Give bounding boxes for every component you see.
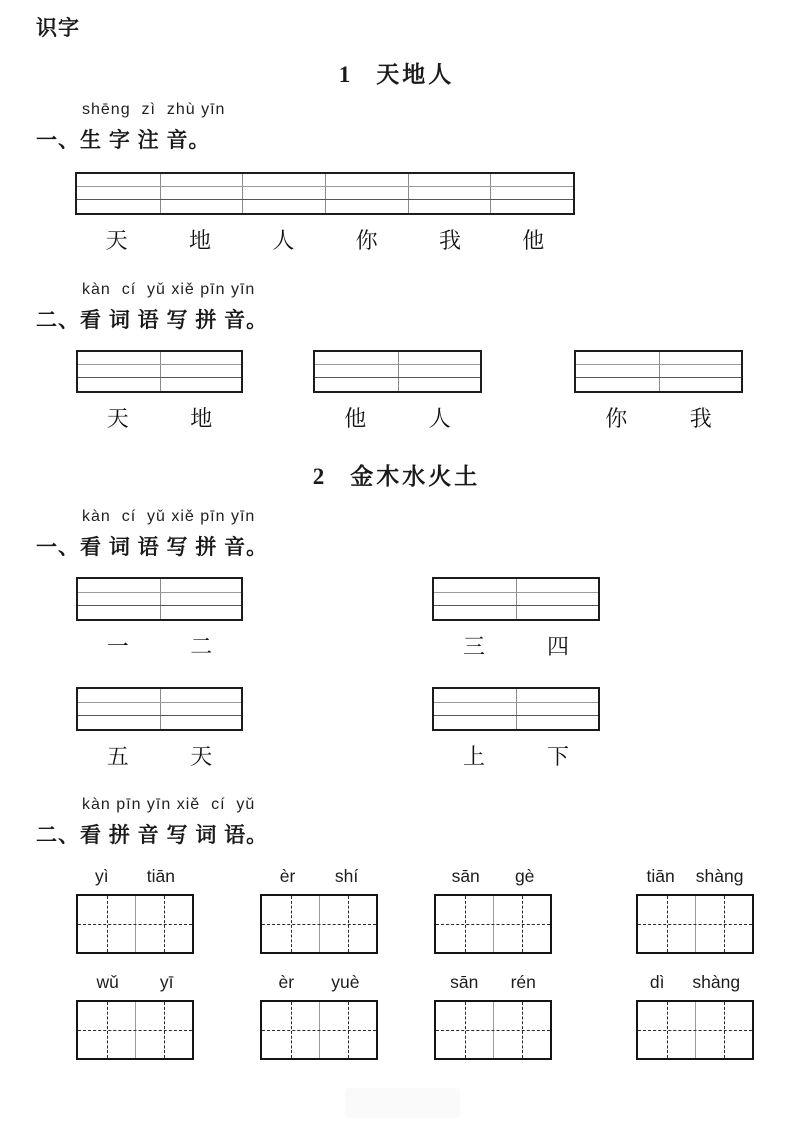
writing-box	[76, 1000, 194, 1060]
pinyin-syllable: yī	[159, 972, 174, 992]
hanzi: 五	[106, 745, 129, 770]
box-dashed-vertical-guide	[348, 1002, 349, 1058]
hanzi: 人	[272, 229, 295, 254]
faint-scan-artifact	[345, 1088, 460, 1118]
box-dashed-vertical-guide	[107, 1002, 108, 1058]
box-dashed-horizontal-guide	[262, 924, 376, 925]
grid-row-line	[315, 364, 480, 365]
pinyin-word-label	[636, 866, 754, 887]
box-dashed-vertical-guide	[164, 896, 165, 952]
grid-column-line	[659, 352, 660, 391]
grid-column-line	[398, 352, 399, 391]
grid-row-line	[434, 605, 598, 606]
word-group	[574, 402, 743, 433]
grid-row-line	[77, 186, 573, 187]
pinyin-syllable: tiān	[146, 866, 175, 886]
word-group	[76, 630, 243, 661]
hanzi: 地	[190, 407, 213, 432]
pinyin-syllable: dì	[649, 972, 665, 992]
pinyin-syllable: wǔ	[96, 972, 119, 992]
pinyin-syllable: shàng	[692, 972, 741, 992]
pinyin-syllable: sān	[451, 866, 480, 886]
box-dashed-horizontal-guide	[78, 1030, 192, 1031]
lesson2-number: 2	[312, 464, 325, 489]
pinyin-word-label	[636, 972, 754, 993]
l1s2-heading: 二、看 词 语 写 拼 音。	[36, 309, 269, 332]
hanzi: 你	[605, 407, 628, 432]
pinyin-word-label	[434, 972, 552, 993]
hanzi: 你	[355, 229, 378, 254]
box-dashed-vertical-guide	[465, 896, 466, 952]
hanzi: 天	[105, 229, 128, 254]
l2s1-pinyin-hint: kàn cí yǔ xiě pīn yīn	[82, 508, 256, 525]
grid-row-line	[78, 702, 241, 703]
grid-row-line	[434, 592, 598, 593]
grid-row-line	[576, 377, 741, 378]
grid-row-line	[78, 377, 241, 378]
grid-column-line	[242, 174, 243, 213]
grid-column-line	[160, 352, 161, 391]
pinyin-syllable: sān	[450, 972, 479, 992]
pinyin-syllable: gè	[514, 866, 535, 886]
grid-row-line	[77, 199, 573, 200]
word-group	[313, 402, 482, 433]
l2s2-heading: 二、看 拼 音 写 词 语。	[36, 824, 269, 847]
box-dashed-vertical-guide	[522, 1002, 523, 1058]
lesson1-number: 1	[338, 62, 351, 87]
word-group	[76, 740, 243, 771]
hanzi: 一	[106, 635, 129, 660]
pinyin-syllable: shí	[334, 866, 359, 886]
hanzi: 我	[689, 407, 712, 432]
hanzi: 人	[428, 407, 451, 432]
grid-row-line	[434, 702, 598, 703]
grid-column-line	[516, 579, 517, 619]
writing-box	[260, 894, 378, 954]
hanzi: 上	[462, 745, 485, 770]
grid-column-line	[160, 689, 161, 729]
box-dashed-vertical-guide	[667, 896, 668, 952]
hanzi: 他	[522, 229, 545, 254]
box-dashed-vertical-guide	[724, 1002, 725, 1058]
writing-box	[260, 1000, 378, 1060]
pinyin-syllable: yì	[95, 866, 109, 886]
l1s2-pinyin-hint: kàn cí yǔ xiě pīn yīn	[82, 281, 256, 298]
writing-box	[76, 894, 194, 954]
pinyin-word-label	[76, 972, 194, 993]
box-dashed-horizontal-guide	[78, 924, 192, 925]
pinyin-word-label	[434, 866, 552, 887]
pinyin-grid-2col	[76, 350, 243, 393]
hanzi: 下	[546, 745, 569, 770]
grid-row-line	[78, 715, 241, 716]
box-dashed-vertical-guide	[348, 896, 349, 952]
writing-box	[636, 894, 754, 954]
box-dashed-vertical-guide	[107, 896, 108, 952]
grid-row-line	[315, 377, 480, 378]
l1s1-pinyin-hint: shēng zì zhù yīn	[82, 101, 226, 118]
lesson2-name: 金木水火土	[350, 463, 481, 489]
box-dashed-vertical-guide	[724, 896, 725, 952]
word-group	[432, 740, 600, 771]
pinyin-syllable: èr	[278, 972, 295, 992]
hanzi: 天	[190, 745, 213, 770]
grid-row-line	[576, 364, 741, 365]
box-dashed-horizontal-guide	[638, 1030, 752, 1031]
box-dashed-vertical-guide	[291, 896, 292, 952]
hanzi: 二	[190, 635, 213, 660]
box-dashed-horizontal-guide	[436, 924, 550, 925]
writing-box	[636, 1000, 754, 1060]
pinyin-syllable: tiān	[646, 866, 675, 886]
hanzi: 他	[344, 407, 367, 432]
pinyin-grid-2col	[432, 687, 600, 731]
pinyin-syllable: èr	[279, 866, 296, 886]
grid-row-line	[78, 364, 241, 365]
l2s2-pinyin-hint: kàn pīn yīn xiě cí yǔ	[82, 796, 256, 813]
grid-column-line	[325, 174, 326, 213]
box-dashed-horizontal-guide	[262, 1030, 376, 1031]
box-dashed-vertical-guide	[291, 1002, 292, 1058]
hanzi: 我	[438, 229, 461, 254]
l2s1-heading: 一、看 词 语 写 拼 音。	[36, 536, 269, 559]
grid-column-line	[490, 174, 491, 213]
grid-column-line	[516, 689, 517, 729]
word-group	[432, 630, 600, 661]
box-dashed-vertical-guide	[667, 1002, 668, 1058]
grid-column-line	[160, 579, 161, 619]
hanzi: 天	[106, 407, 129, 432]
writing-box	[434, 894, 552, 954]
pinyin-grid-2col	[574, 350, 743, 393]
pinyin-syllable: yuè	[331, 972, 360, 992]
writing-box	[434, 1000, 552, 1060]
grid-column-line	[408, 174, 409, 213]
pinyin-grid-2col	[76, 577, 243, 621]
pinyin-word-label	[260, 972, 378, 993]
pinyin-word-label	[260, 866, 378, 887]
pinyin-grid-2col	[76, 687, 243, 731]
box-dashed-horizontal-guide	[436, 1030, 550, 1031]
hanzi: 四	[546, 635, 569, 660]
hanzi: 三	[462, 635, 485, 660]
box-dashed-vertical-guide	[164, 1002, 165, 1058]
grid-row-line	[78, 605, 241, 606]
lesson1-name: 天地人	[376, 61, 455, 87]
pinyin-syllable: rén	[510, 972, 536, 992]
box-dashed-vertical-guide	[522, 896, 523, 952]
pinyin-grid-2col	[432, 577, 600, 621]
word-group	[76, 402, 243, 433]
box-dashed-horizontal-guide	[638, 924, 752, 925]
hanzi: 地	[188, 229, 211, 254]
lesson2-title	[0, 458, 793, 491]
lesson1-title	[0, 56, 793, 89]
l1s1-heading: 一、生 字 注 音。	[36, 129, 211, 152]
pinyin-grid-2col	[313, 350, 482, 393]
pinyin-grid-6col	[75, 172, 575, 215]
box-dashed-vertical-guide	[465, 1002, 466, 1058]
grid-row-line	[78, 592, 241, 593]
l1s1-character-row	[75, 224, 575, 255]
unit-title: 识字	[36, 17, 80, 40]
pinyin-word-label	[76, 866, 194, 887]
grid-row-line	[434, 715, 598, 716]
grid-column-line	[160, 174, 161, 213]
pinyin-syllable: shàng	[695, 866, 744, 886]
